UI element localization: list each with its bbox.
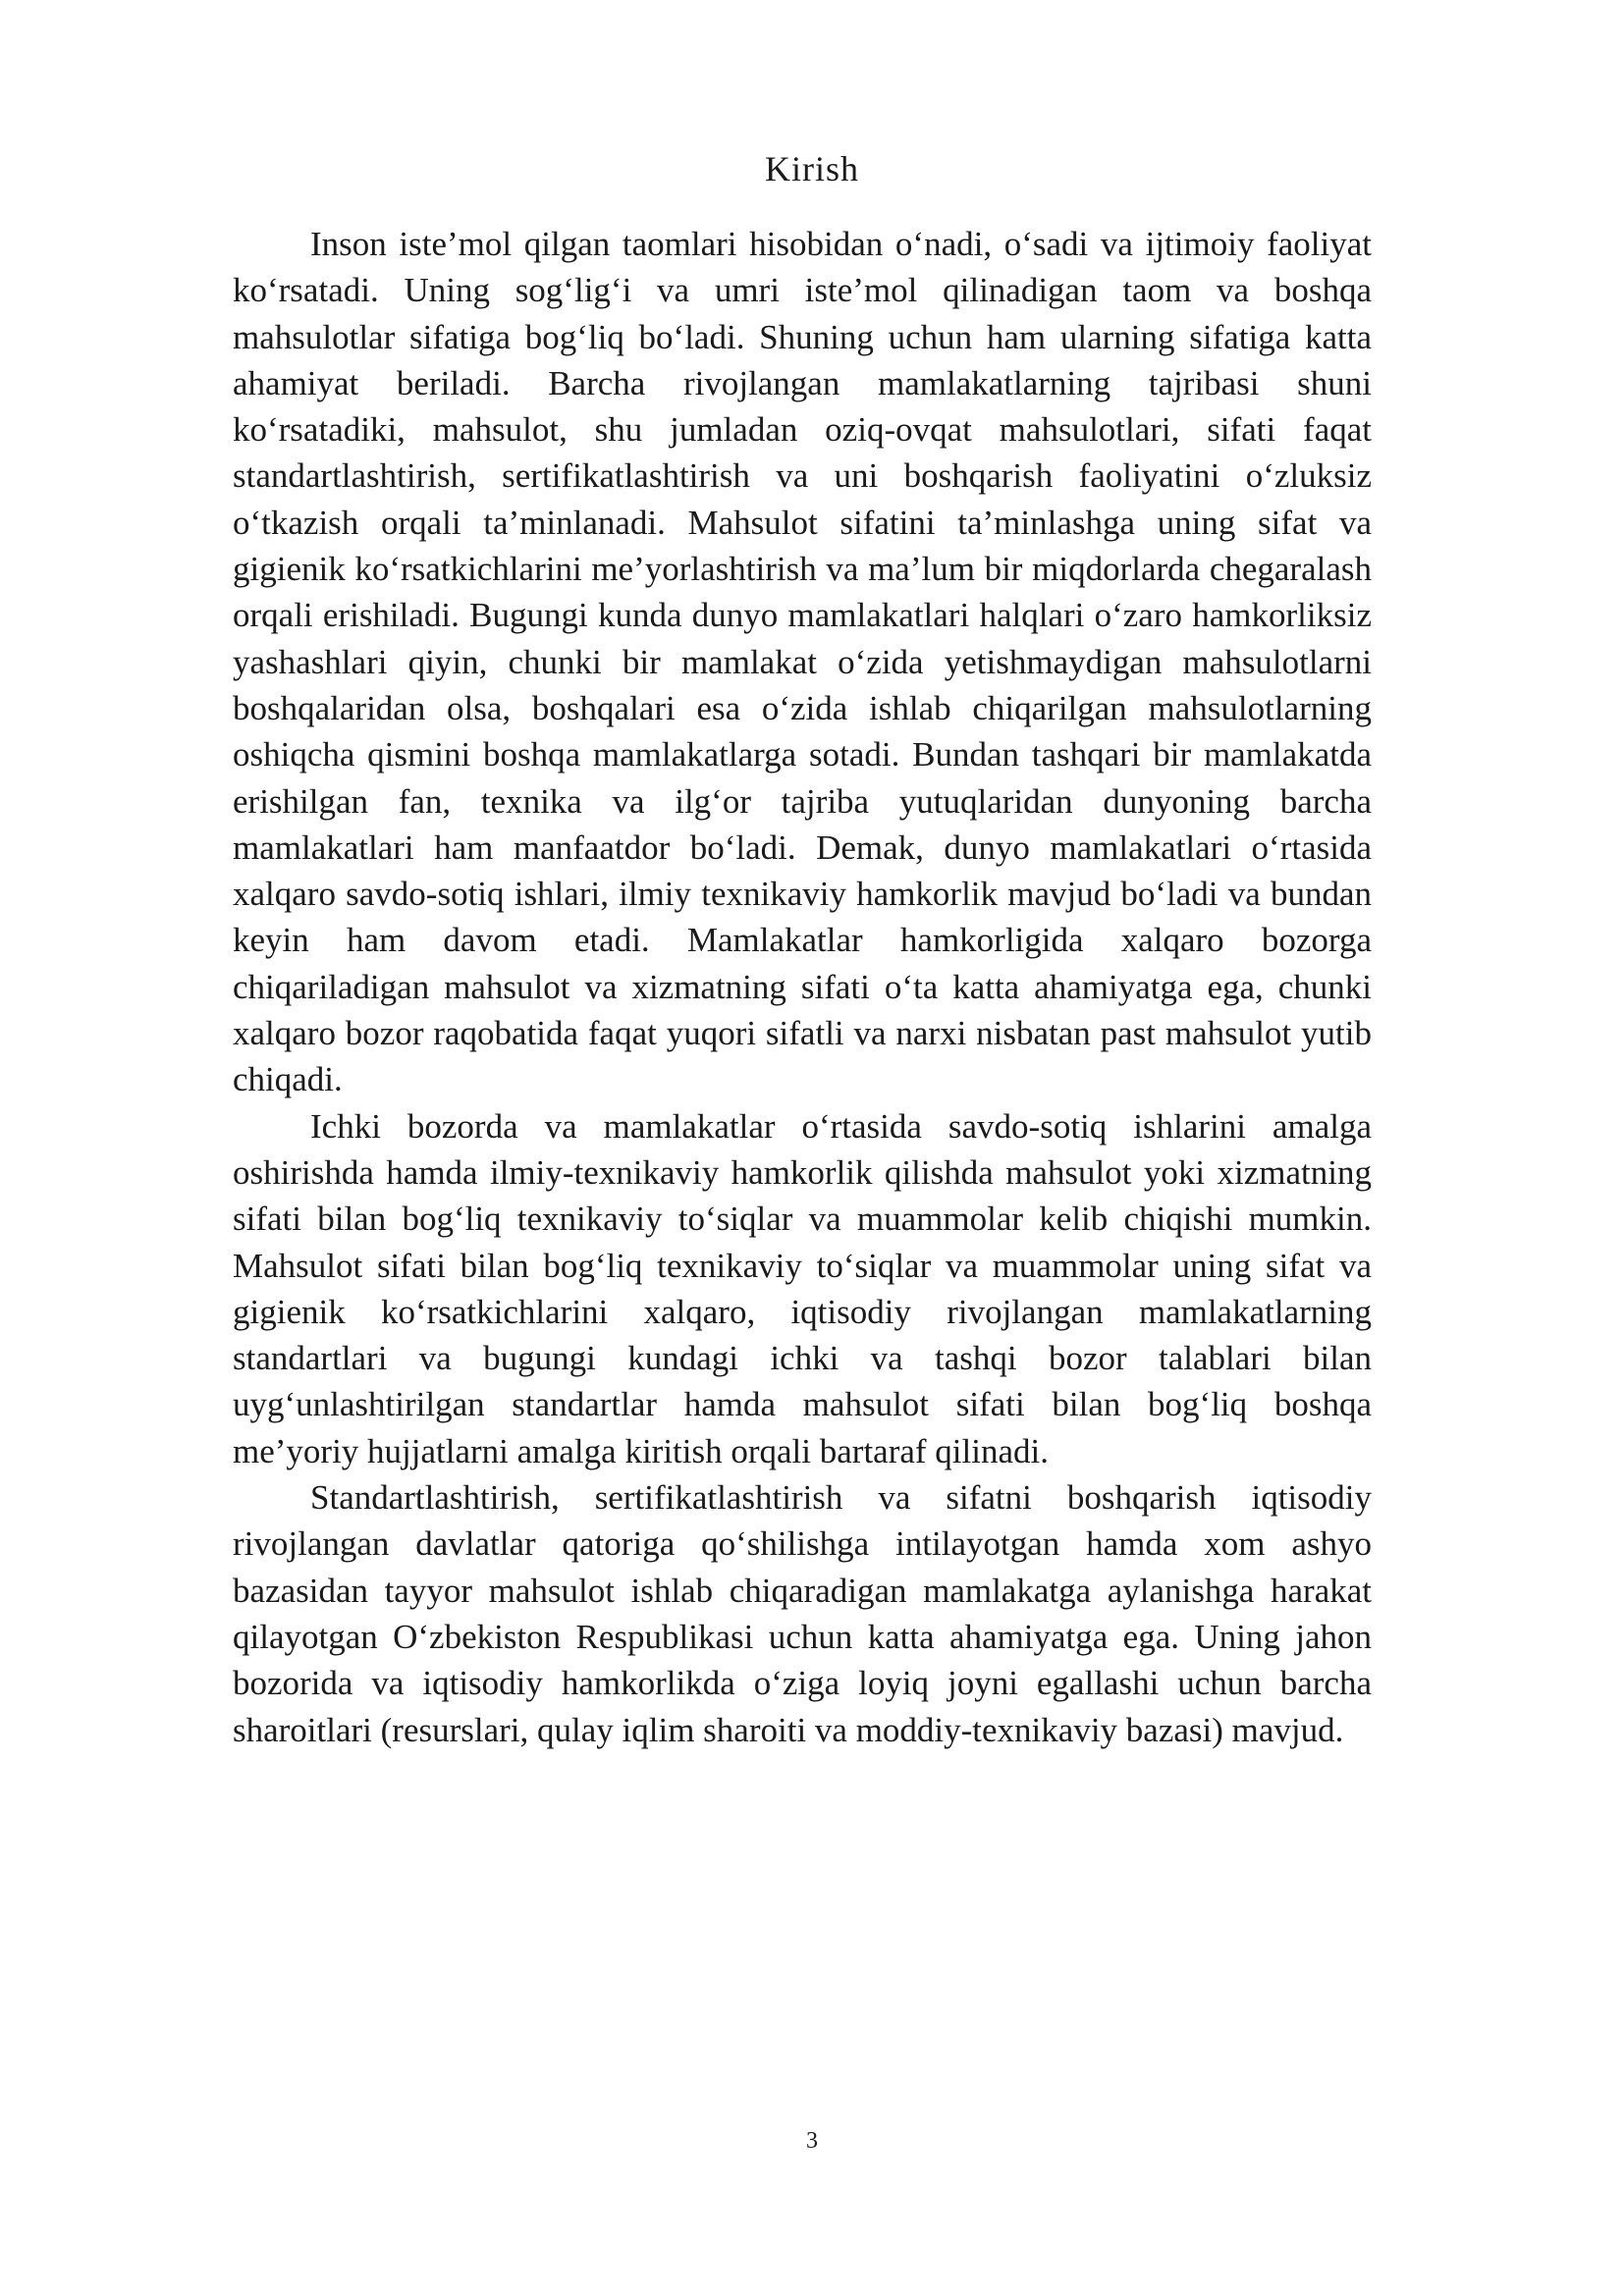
page-number: 3 (806, 2128, 818, 2154)
paragraph: Ichki bozorda va mamlakatlar o‘rtasida savdo-sotiq ishlarini amalga oshirishda hamda ilmiy-texnikaviy hamkorlik qilishda mahsulot yoki xizmatning sifati bilan bog‘liq texnikaviy to‘siqlar va muammolar kelib chiqishi mumkin. Mahsulot sifati bilan bog‘liq texnikaviy to‘siqlar va muammolar uning sifat va gigienik ko‘rsatkichlarini xalqaro, iqtisodiy rivojlangan mamlakatlarning standartlari va bugungi kundagi ichki va tashqi bozor talablari bilan uyg‘unlashtirilgan standartlar hamda mahsulot sifati bilan bog‘liq boshqa me’yoriy hujjatlarni amalga kiritish orqali bartaraf qilinadi. (233, 1106, 1372, 1470)
section-heading: Kirish (765, 149, 859, 188)
paragraph: Standartlashtirish, sertifikatlashtirish va sifatni boshqarish iqtisodiy rivojlangan davlatlar qatoriga qo‘shilishga intilayotgan hamda xom ashyo bazasidan tayyor mahsulot ishlab chiqaradigan mamlakatga aylanishga harakat qilayotgan O‘zbekiston Respublikasi uchun katta ahamiyatga ega. Uning jahon bozorida va iqtisodiy hamkorlikda o‘ziga loyiq joyni egallashi uchun barcha sharoitlari (resurslari, qulay iqlim sharoiti va moddiy-texnikaviy bazasi) mavjud. (233, 1478, 1372, 1749)
body-text (233, 221, 1372, 1753)
paragraph: Inson iste’mol qilgan taomlari hisobidan o‘nadi, o‘sadi va ijtimoiy faoliyat ko‘rsatadi. Uning sog‘lig‘i va umri iste’mol qilinadigan taom va boshqa mahsulotlar sifatiga bog‘liq bo‘ladi. Shuning uchun ham ularning sifatiga katta ahamiyat beriladi. Barcha rivojlangan mamlakatlarning tajribasi shuni ko‘rsatadiki, mahsulot, shu jumladan oziq-ovqat mahsulotlari, sifati faqat standartlashtirish, sertifikatlashtirish va uni boshqarish faoliyatini o‘zluksiz o‘tkazish orqali ta’minlanadi. Mahsulot sifatini ta’minlashga uning sifat va gigienik ko‘rsatkichlarini me’yorlashtirish va ma’lum bir miqdorlarda chegaralash orqali erishiladi. Bugungi kunda dunyo mamlakatlari halqlari o‘zaro hamkorliksiz yashashlari qiyin, chunki bir mamlakat o‘zida yetishmaydigan mahsulotlarni boshqalaridan olsa, boshqalari esa o‘zida ishlab chiqarilgan mahsulotlarning oshiqcha qismini boshqa mamlakatlarga sotadi. Bundan tashqari bir mamlakatda erishilgan fan, texnika va ilg‘or tajriba yutuqlaridan dunyoning barcha mamlakatlari ham manfaatdor bo‘ladi. Demak, dunyo mamlakatlari o‘rtasida xalqaro savdo-sotiq ishlari, ilmiy texnikaviy hamkorlik mavjud bo‘ladi va bundan keyin ham davom etadi. Mamlakatlar hamkorligida xalqaro bozorga chiqariladigan mahsulot va xizmatning sifati o‘ta katta ahamiyatga ega, chunki xalqaro bozor raqobatida faqat yuqori sifatli va narxi nisbatan past mahsulot yutib chiqadi. (233, 225, 1372, 1099)
